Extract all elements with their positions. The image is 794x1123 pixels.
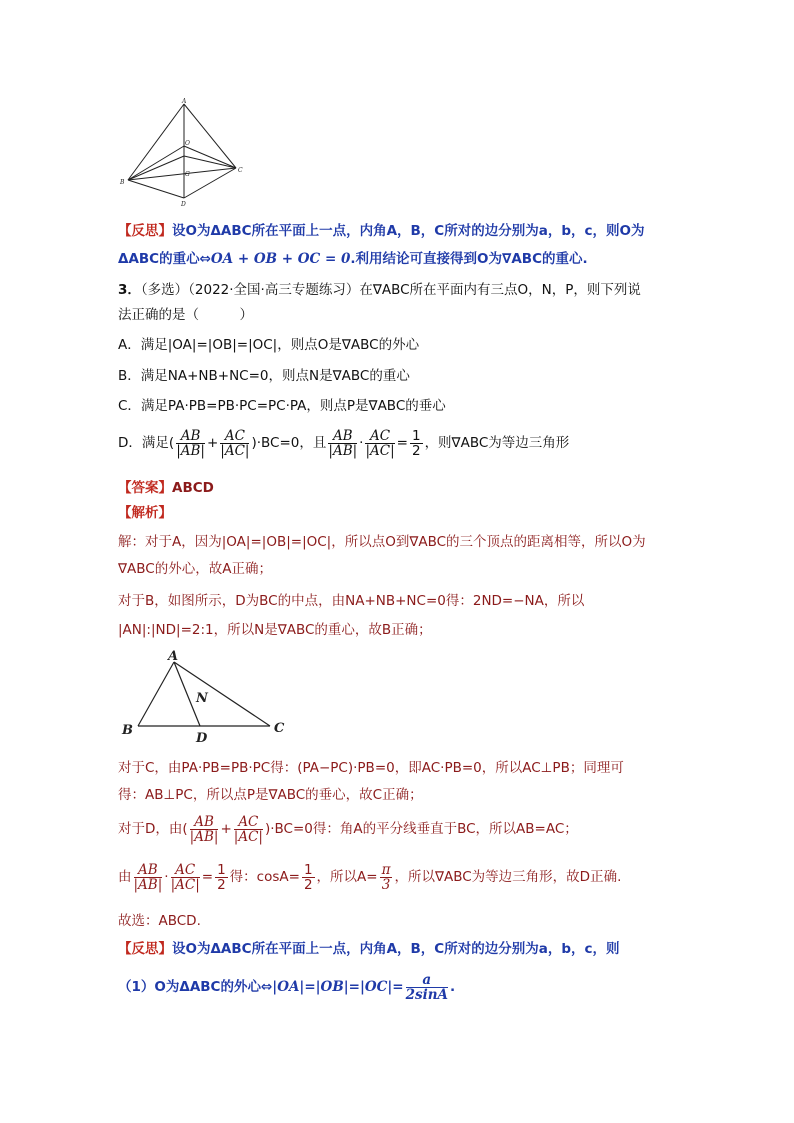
question-stem-2: 法正确的是（ ） <box>118 307 253 323</box>
reflection1-text: 设O为ΔABC所在平面上一点，内角A，B，C所对的边分别为a，b，c，则O为 <box>172 223 645 239</box>
option-c <box>118 396 446 416</box>
answer-value: ABCD <box>172 480 214 496</box>
answer-tag: 【答案】 <box>118 480 172 496</box>
analysis-p2-line1: 对于B，如图所示，D为BC的中点，由NA+NB+NC=0得：2ND=−NA，所以 <box>118 593 585 609</box>
frac-ab-2: $\frac{AB}{|AB|}$ <box>328 427 358 459</box>
reflection1-tag: 【反思】 <box>118 223 172 239</box>
question-stem-1: （多选）（2022·全国·高三专题练习）在∇ABC所在平面内有三点O，N，P，则下列说 <box>140 282 641 298</box>
answer-line <box>118 478 214 498</box>
analysis-conclusion: 故选：ABCD. <box>118 913 201 929</box>
analysis-tag-line <box>118 503 172 523</box>
fig1-label-D: D <box>181 201 186 208</box>
reflection1-line1 <box>118 221 644 241</box>
analysis-p1-line1: 解：对于A，因为|OA|=|OB|=|OC|，所以点O到∇ABC的三个顶点的距离相等，所以O为 <box>118 534 646 550</box>
reflection2-item1: （1）O为ΔABC的外心⇔|OA|=|OB|=|OC|= $\frac{a}{2\sin A}$ . <box>118 971 456 1003</box>
option-c-text: 满足PA·PB=PB·PC=PC·PA，则点P是∇ABC的垂心 <box>140 398 446 414</box>
option-d-mid: )·BC=0，且 <box>251 435 327 451</box>
reflection1-math: OA + OB + OC = 0 <box>210 251 351 267</box>
analysis-p3-line2: 得：AB⊥PC，所以点P是∇ABC的垂心，故C正确； <box>118 787 423 803</box>
analysis-p3-line1: 对于C，由PA·PB=PB·PC得：(PA−PC)·PB=0，即AC·PB=0，所以AC⊥PB；同理可 <box>118 760 624 776</box>
reflection1-line2 <box>118 249 588 269</box>
option-c-label: C． <box>118 398 141 414</box>
figure-triangle-median <box>118 646 298 746</box>
question-line2 <box>118 305 253 325</box>
frac-ab: $\frac{AB}{|AB|}$ <box>176 427 205 459</box>
frac-ac: $\frac{AC}{|AC|}$ <box>220 427 250 459</box>
frac-ac-2: $\frac{AC}{|AC|}$ <box>365 427 395 459</box>
analysis-tag: 【解析】 <box>118 505 172 521</box>
reflection2-tag: 【反思】 <box>118 941 172 957</box>
figure2-svg <box>118 646 298 746</box>
option-b <box>118 366 410 386</box>
fig2-label-A: A <box>168 649 179 664</box>
reflection2-line1: 【反思】设O为ΔABC所在平面上一点，内角A，B，C所对的边分别为a，b，c，则 <box>118 941 620 957</box>
analysis-p5: 由 $\frac{AB}{|AB|}$ · $\frac{AC}{|AC|}$ = $\frac{1}{2}$ 得：cosA= $\frac{1}{2}$ ，所以A= $\frac{\pi}{3}$ ，所以∇ABC为等边三角形，故D正确. <box>118 861 622 893</box>
question-line1 <box>118 280 641 300</box>
option-d-label: D． <box>118 435 142 451</box>
option-a <box>118 335 419 355</box>
frac-half: $\frac{1}{2}$ <box>411 427 421 459</box>
fig2-label-N: N <box>196 691 208 706</box>
figure1-svg <box>118 98 248 208</box>
fig2-label-C: C <box>274 721 285 736</box>
fig2-label-B: B <box>122 723 133 738</box>
fig1-label-G: G <box>185 171 190 178</box>
analysis-p4: 对于D，由( $\frac{AB}{|AB|}$ + $\frac{AC}{|AC|}$ )·BC=0得：角A的平分线垂直于BC，所以AB=AC； <box>118 813 578 845</box>
fig2-label-D: D <box>196 731 208 746</box>
option-b-label: B． <box>118 368 141 384</box>
analysis-p2-line2: |AN|:|ND|=2:1，所以N是∇ABC的重心，故B正确； <box>118 622 432 638</box>
option-b-text: 满足NA+NB+NC=0，则点N是∇ABC的重心 <box>140 368 410 384</box>
fig1-label-C: C <box>238 167 243 174</box>
option-a-label: A． <box>118 337 141 353</box>
option-d-prefix: 满足( <box>141 435 175 451</box>
reflection1-prefix: ΔABC的重心⇔ <box>118 251 211 267</box>
option-a-text: 满足|OA|=|OB|=|OC|，则点O是∇ABC的外心 <box>140 337 420 353</box>
fig1-label-O: O <box>185 140 190 147</box>
reflection1-suffix: .利用结论可直接得到O为∇ABC的重心. <box>350 251 588 267</box>
option-d: D．满足( $\frac{AB}{|AB|}$ + $\frac{AC}{|AC|}$ )·BC=0，且 $\frac{AB}{|AB|}$ · $\frac{AC}{|AC|}$ = $\frac{1}{2}$ ，则∇ABC为等边三角形 <box>118 427 570 459</box>
figure-triangle-centroid <box>118 98 248 208</box>
question-number: 3． <box>118 282 141 298</box>
fig1-label-A: A <box>182 98 187 105</box>
option-d-suffix: ，则∇ABC为等边三角形 <box>424 435 570 451</box>
fig1-label-B: B <box>120 179 125 186</box>
analysis-p1-line2: ∇ABC的外心，故A正确； <box>118 561 272 577</box>
